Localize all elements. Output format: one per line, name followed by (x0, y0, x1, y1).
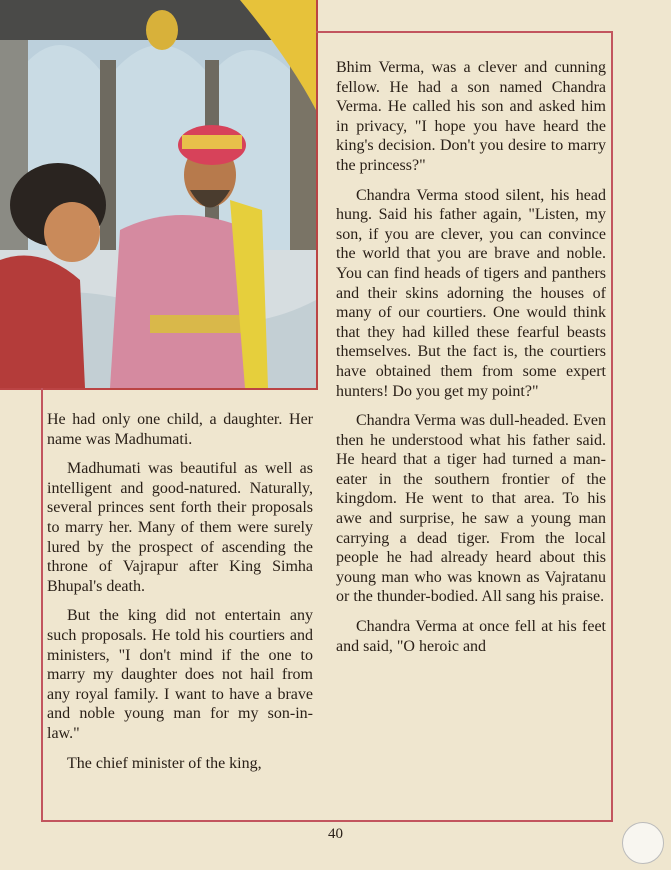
page-number: 40 (328, 826, 343, 842)
paragraph: Chandra Verma at once fell at his feet and said, "O heroic and (336, 618, 606, 655)
paragraph: Chandra Verma was dull-headed. Even then he understood what his father said. He heard that a tiger had turned a man-eater in the southern frontier of the kingdom. He went to that area. To his awe and surprise, he saw a young man carrying a dead tiger. From the local people he had already heard about this young man who was known as Vajratanu or the thunder-bodied. All sang his praise. (336, 412, 606, 606)
illustration-drawing (0, 0, 316, 388)
paragraph: Chandra Verma stood silent, his head hung. Said his father again, "Listen, my son, if you are clever, you can convince the world that you are brave and noble. You can find heads of tigers and panthers and their skins adorning the houses of many of our courtiers. One would think that they had killed these fearful beasts themselves. But the fact is, the courtiers have obtained them from some expert hunters! Do you get my point?" (336, 186, 606, 400)
frame-right-border (611, 31, 613, 821)
left-text-column (47, 410, 313, 783)
frame-top-border (316, 31, 612, 33)
palace-scene-illustration (0, 0, 318, 390)
paragraph: The chief minister of the king, (67, 754, 262, 772)
paragraph: Madhumati was beautiful as well as intelligent and good-natured. Naturally, several princes sent forth their proposals to marry her. Many of them were surely lured by the prospect of ascending the throne of Vajrapur after King Simha Bhupal's death. (47, 460, 313, 595)
paragraph: He had only one child, a daughter. Her name was Madhumati. (47, 411, 313, 448)
frame-bottom-border (41, 820, 613, 822)
frame-left-border (41, 388, 43, 822)
paragraph: But the king did not entertain any such proposals. He told his courtiers and ministers, "I don't mind if the one to marry my daughter does not hail from any royal family. I want to have a brave and noble young man for my son-in-law." (47, 607, 313, 742)
watermark-stamp-icon (622, 822, 664, 864)
right-text-column (336, 58, 606, 666)
paragraph: Bhim Verma, was a clever and cunning fellow. He had a son named Chandra Verma. He called his son and asked him in privacy, "I hope you have heard the king's decision. Don't you desire to marry the princess?" (336, 59, 606, 174)
